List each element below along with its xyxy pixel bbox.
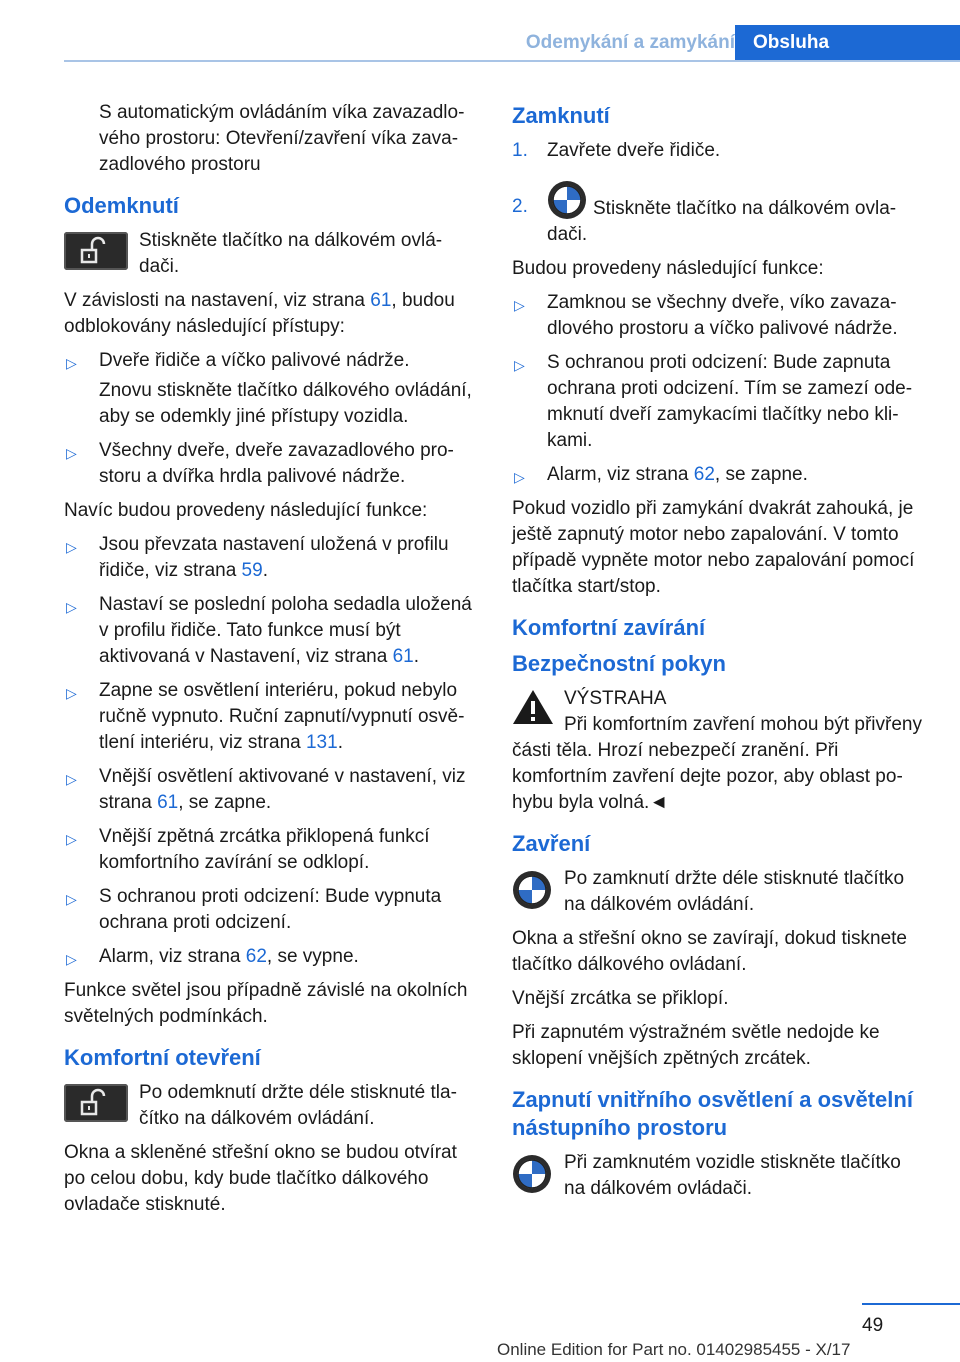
light-text: Při zamknutém vozidle stiskněte tlačítko na dálkovém ovládači. <box>564 1152 901 1199</box>
page-link[interactable]: 62 <box>693 464 715 485</box>
bmw-key-icon <box>512 870 552 910</box>
close-windows-paragraph: Okna a střešní okno se zavírají, dokud tisknete tlačítko dálkového ovládaní. <box>512 928 907 975</box>
list-item: ▷ Nastaví se poslední poloha sedadla uložená v profilu řidiče. Tato funkce musí být aktivovaná v Nastavení, viz strana 61. <box>66 594 472 667</box>
page-link[interactable]: 61 <box>392 646 414 667</box>
honk-paragraph: Pokud vozidlo při zamykání dvakrát zahouká, je ještě zapnutý motor nebo zapalování. V tomto případě vypněte motor nebo zapalování pomocí tlačítka start/stop. <box>512 498 915 597</box>
warning-block <box>512 686 927 738</box>
left-column <box>64 100 474 1226</box>
list-item: ▷ Alarm, viz strana 62, se zapne. <box>512 462 927 488</box>
unlock-instruction <box>64 228 474 280</box>
warning-triangle-icon <box>512 688 554 726</box>
bullet-triangle-icon: ▷ <box>66 831 77 847</box>
comfort-open-heading: Komfortní otevření <box>64 1045 261 1070</box>
page-link[interactable]: 61 <box>370 290 392 311</box>
bullet-triangle-icon: ▷ <box>514 357 525 373</box>
intro-paragraph: S automatickým ovládáním víka zavazadlového prostoru: Otevření/zavření víka zavazadlového prostoru <box>99 102 465 175</box>
list-item: ▷ S ochranou proti odcizení: Bude zapnuta ochrana proti odcizení. Tím se zamezí odemknutí dveří zamykacími tlačítky nebo klikami. <box>514 352 913 451</box>
lights-paragraph: Funkce světel jsou případně závislé na okolních světelných podmínkách. <box>64 980 468 1027</box>
footer-rule <box>862 1303 960 1305</box>
comfort-open-instruction <box>64 1080 474 1132</box>
bullet-triangle-icon: ▷ <box>66 951 77 967</box>
bullet-triangle-icon: ▷ <box>66 599 77 615</box>
light-heading: Zapnutí vnitřního osvětlení a osvětelní nástupního prostoru <box>512 1087 913 1140</box>
list-item: ▷ Jsou převzata nastavení uložená v profilu řidiče, viz strana 59. <box>66 534 449 581</box>
bullet-triangle-icon: ▷ <box>66 685 77 701</box>
list-item: ▷ Zamknou se všechny dveře, víko zavazadlového prostoru a víčko palivové nádrže. <box>514 292 898 339</box>
bullet-triangle-icon: ▷ <box>514 469 525 485</box>
mirrors-paragraph: Vnější zrcátka se přiklopí. <box>512 988 729 1009</box>
step-item: 2. Stiskněte tlačítko na dálkovém ovladači. <box>512 180 927 248</box>
header-rule <box>64 60 960 62</box>
performed-paragraph: Budou provedeny následující funkce: <box>512 258 824 279</box>
list-item: ▷ Vnější osvětlení aktivované v nastavení, viz strana 61, se zapne. <box>66 766 466 813</box>
comfort-close-heading: Komfortní zavírání <box>512 615 706 640</box>
depending-paragraph: V závislosti na nastavení, viz strana 61, budou odblokovány následující přístupy: <box>64 290 455 337</box>
bmw-key-icon <box>512 1154 552 1194</box>
alarm-note-paragraph: Při zapnutém výstražném světle nedojde ke sklopení vnějších zpětných zrcátek. <box>512 1022 880 1069</box>
list-item: ▷ Všechny dveře, dveře zavazadlového prostoru a dvířka hrdla palivové nádrže. <box>66 440 454 487</box>
light-instruction <box>512 1150 927 1202</box>
close-text: Po zamknutí držte déle stisknuté tlačítko na dálkovém ovládání. <box>564 868 905 915</box>
also-paragraph: Navíc budou provedeny následující funkce: <box>64 500 428 521</box>
step-number: 1. <box>512 140 528 161</box>
page-number: 49 <box>862 1315 884 1336</box>
step-number: 2. <box>512 196 528 217</box>
page-link[interactable]: 62 <box>245 946 267 967</box>
close-instruction <box>512 866 927 918</box>
list-item: ▷ Zapne se osvětlení interiéru, pokud nebylo ručně vypnuto. Ruční zapnutí/vypnutí osvětlení interiéru, viz strana 131. <box>66 680 465 753</box>
bullet-triangle-icon: ▷ <box>66 445 77 461</box>
unlock-heading: Odemknutí <box>64 193 179 218</box>
comfort-open-text: Po odemknutí držte déle stisknuté tlačítko na dálkovém ovládání. <box>139 1082 457 1129</box>
remote-unlock-icon <box>64 232 128 270</box>
list-item: ▷ S ochranou proti odcizení: Bude vypnuta ochrana proti odcizení. <box>66 886 442 933</box>
close-heading: Zavření <box>512 831 591 856</box>
bullet-triangle-icon: ▷ <box>514 297 525 313</box>
edition-text: Online Edition for Part no. 01402985455 - X/17 <box>497 1340 851 1359</box>
step-item: 1. Zavřete dveře řidiče. <box>512 138 927 164</box>
unlock-text: Stiskněte tlačítko na dálkovém ovládači. <box>139 230 443 277</box>
remote-unlock-icon <box>64 1084 128 1122</box>
bmw-key-icon <box>547 180 587 220</box>
header-chapter-tab: Obsluha <box>735 25 960 61</box>
bullet-triangle-icon: ▷ <box>66 355 77 371</box>
header-section-title: Odemykání a zamykání <box>525 32 735 53</box>
page-header <box>0 25 960 61</box>
bullet-triangle-icon: ▷ <box>66 771 77 787</box>
page-link[interactable]: 59 <box>241 560 263 581</box>
warning-text: Při komfortním zavření mohou být přivřeny části těla. Hrozí nebezpečí zranění. Při komfortním zavření dejte pozor, aby oblast pohybu byla volná.◄ <box>512 714 922 813</box>
list-item: ▷ Vnější zpětná zrcátka přiklopená funkcí komfortního zavírání se odklopí. <box>66 826 430 873</box>
safety-heading: Bezpečnostní pokyn <box>512 651 726 676</box>
lock-heading: Zamknutí <box>512 103 610 128</box>
page-link[interactable]: 61 <box>157 792 179 813</box>
list-item: ▷ Dveře řidiče a víčko palivové nádrže. Znovu stiskněte tlačítko dálkového ovládání, aby se odemkly jiné přístupy vozidla. <box>64 348 474 430</box>
list-item: ▷ Alarm, viz strana 62, se vypne. <box>64 944 474 970</box>
page-link[interactable]: 131 <box>305 732 338 753</box>
warning-title: VÝSTRAHA <box>564 688 667 709</box>
windows-paragraph: Okna a skleněné střešní okno se budou otvírat po celou dobu, kdy bude tlačítko dálkového ovladače stisknuté. <box>64 1142 457 1215</box>
bullet-triangle-icon: ▷ <box>66 891 77 907</box>
right-column <box>512 100 927 1210</box>
list-item-sub: Znovu stiskněte tlačítko dálkového ovládání, aby se odemkly jiné přístupy vozidla. <box>99 380 472 427</box>
bullet-triangle-icon: ▷ <box>66 539 77 555</box>
